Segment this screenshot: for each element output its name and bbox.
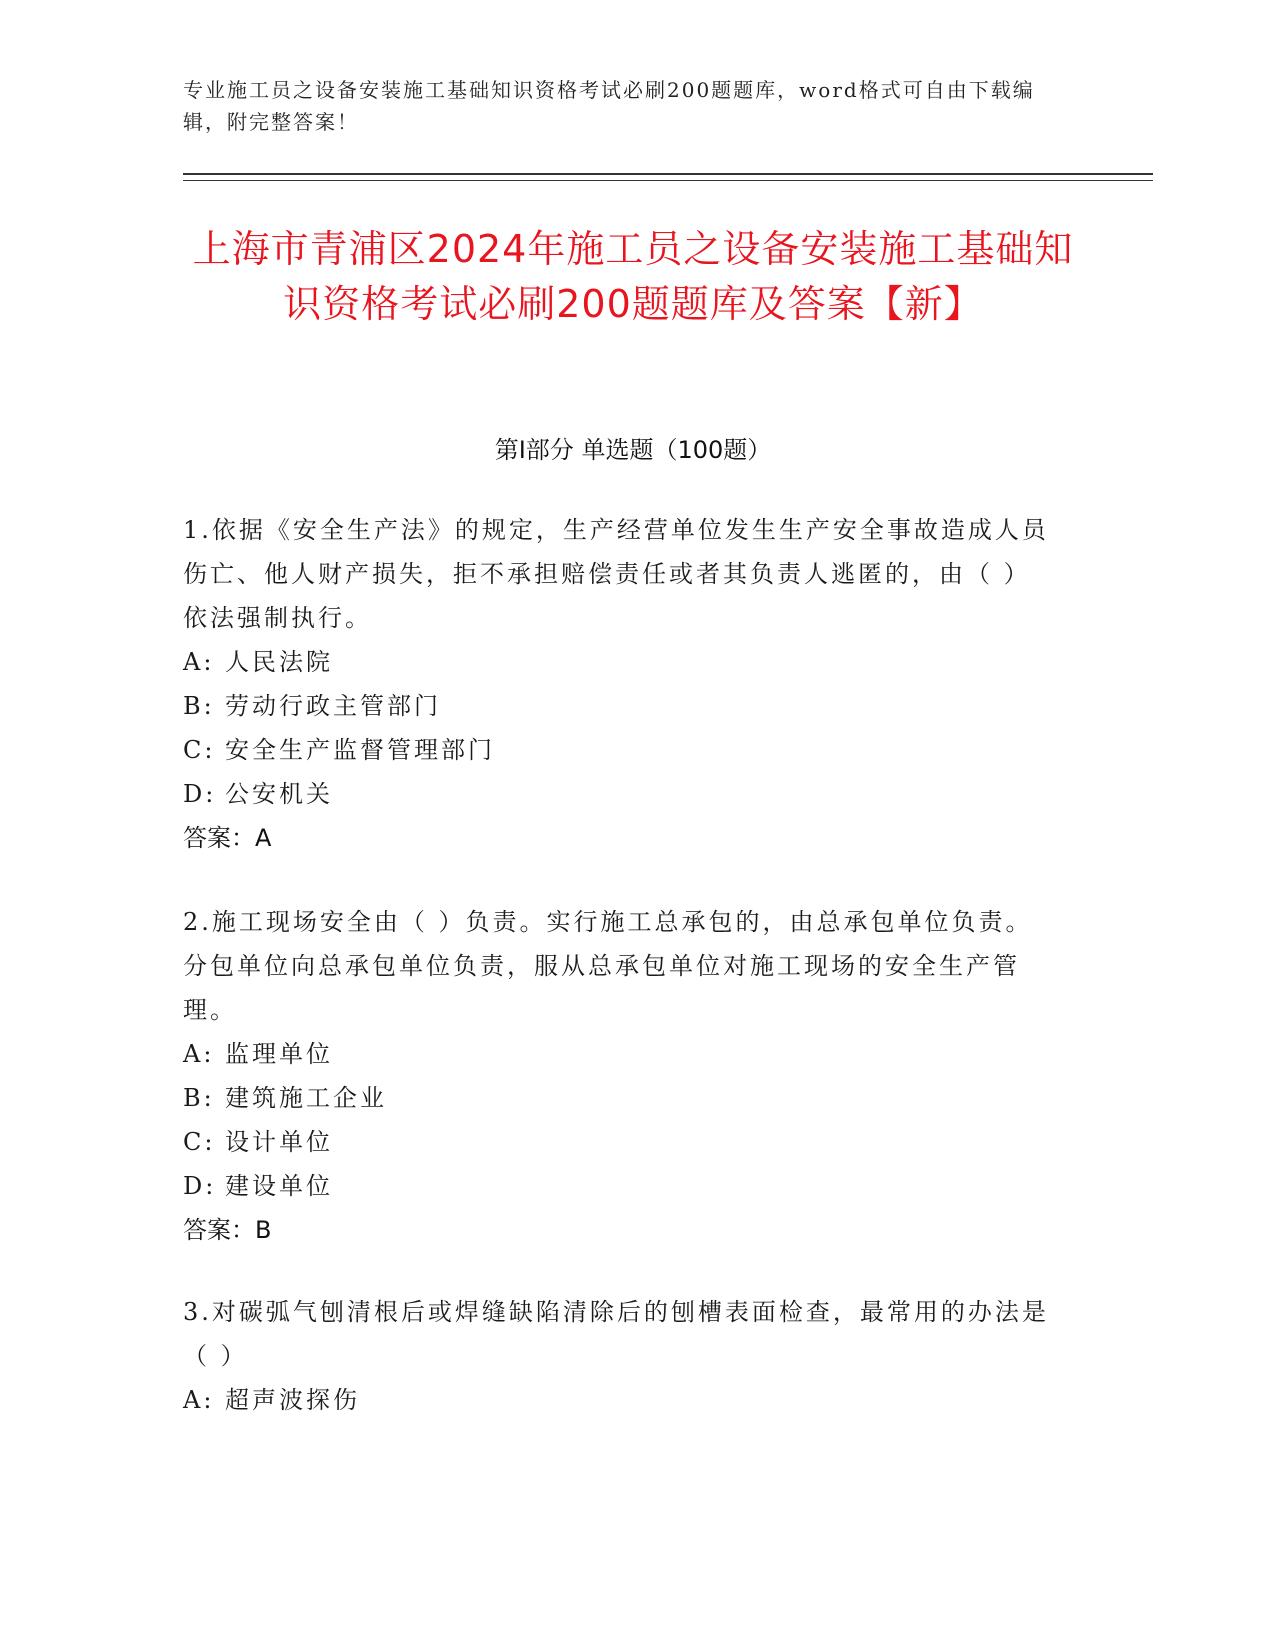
option-letter: D: xyxy=(183,1172,217,1200)
question-3 xyxy=(183,1290,1053,1422)
answer-line xyxy=(183,1208,1053,1252)
header-note: 专业施工员之设备安装施工基础知识资格考试必刷200题题库，word格式可自由下载编辑，附完整答案！ xyxy=(183,78,1035,134)
option-letter: A: xyxy=(183,1386,215,1414)
option-c xyxy=(183,728,1053,772)
question-stem: 1.依据《安全生产法》的规定，生产经营单位发生生产安全事故造成人员伤亡、他人财产损失，拒不承担赔偿责任或者其负责人逃匿的，由（ ）依法强制执行。 xyxy=(183,516,1049,632)
option-a xyxy=(183,1032,1053,1076)
option-text: 公安机关 xyxy=(225,780,333,808)
option-letter: C: xyxy=(183,1128,216,1156)
option-text: 超声波探伤 xyxy=(225,1386,360,1414)
option-a xyxy=(183,640,1053,684)
option-letter: A: xyxy=(183,1040,215,1068)
option-letter: C: xyxy=(183,736,216,764)
option-c xyxy=(183,1120,1053,1164)
option-letter: B: xyxy=(183,1084,215,1112)
option-text: 安全生产监督管理部门 xyxy=(225,736,495,764)
answer-prefix: 答案： xyxy=(183,824,255,852)
option-d xyxy=(183,1164,1053,1208)
option-letter: D: xyxy=(183,780,217,808)
option-text: 劳动行政主管部门 xyxy=(225,692,441,720)
option-a xyxy=(183,1378,1053,1422)
option-text: 设计单位 xyxy=(225,1128,333,1156)
question-stem: 2.施工现场安全由（ ）负责。实行施工总承包的，由总承包单位负责。分包单位向总承包单位负责，服从总承包单位对施工现场的安全生产管理。 xyxy=(183,908,1033,1024)
option-letter: B: xyxy=(183,692,215,720)
question-1 xyxy=(183,508,1053,860)
answer-value: A xyxy=(255,824,272,852)
section-heading: 第Ⅰ部分 单选题（100题） xyxy=(494,436,772,464)
answer-value: B xyxy=(255,1216,272,1244)
option-text: 建筑施工企业 xyxy=(225,1084,387,1112)
option-b xyxy=(183,684,1053,728)
header-divider-thick xyxy=(183,173,1153,175)
answer-prefix: 答案： xyxy=(183,1216,255,1244)
header-divider-thin xyxy=(183,180,1153,181)
option-text: 人民法院 xyxy=(225,648,333,676)
option-d xyxy=(183,772,1053,816)
option-letter: A: xyxy=(183,648,215,676)
question-stem: 3.对碳弧气刨清根后或焊缝缺陷清除后的刨槽表面检查，最常用的办法是（ ） xyxy=(183,1298,1049,1370)
option-b xyxy=(183,1076,1053,1120)
option-text: 监理单位 xyxy=(225,1040,333,1068)
answer-line xyxy=(183,816,1053,860)
document-title: 上海市青浦区2024年施工员之设备安装施工基础知识资格考试必刷200题题库及答案【新】 xyxy=(192,227,1074,326)
option-text: 建设单位 xyxy=(225,1172,333,1200)
question-2 xyxy=(183,900,1053,1252)
